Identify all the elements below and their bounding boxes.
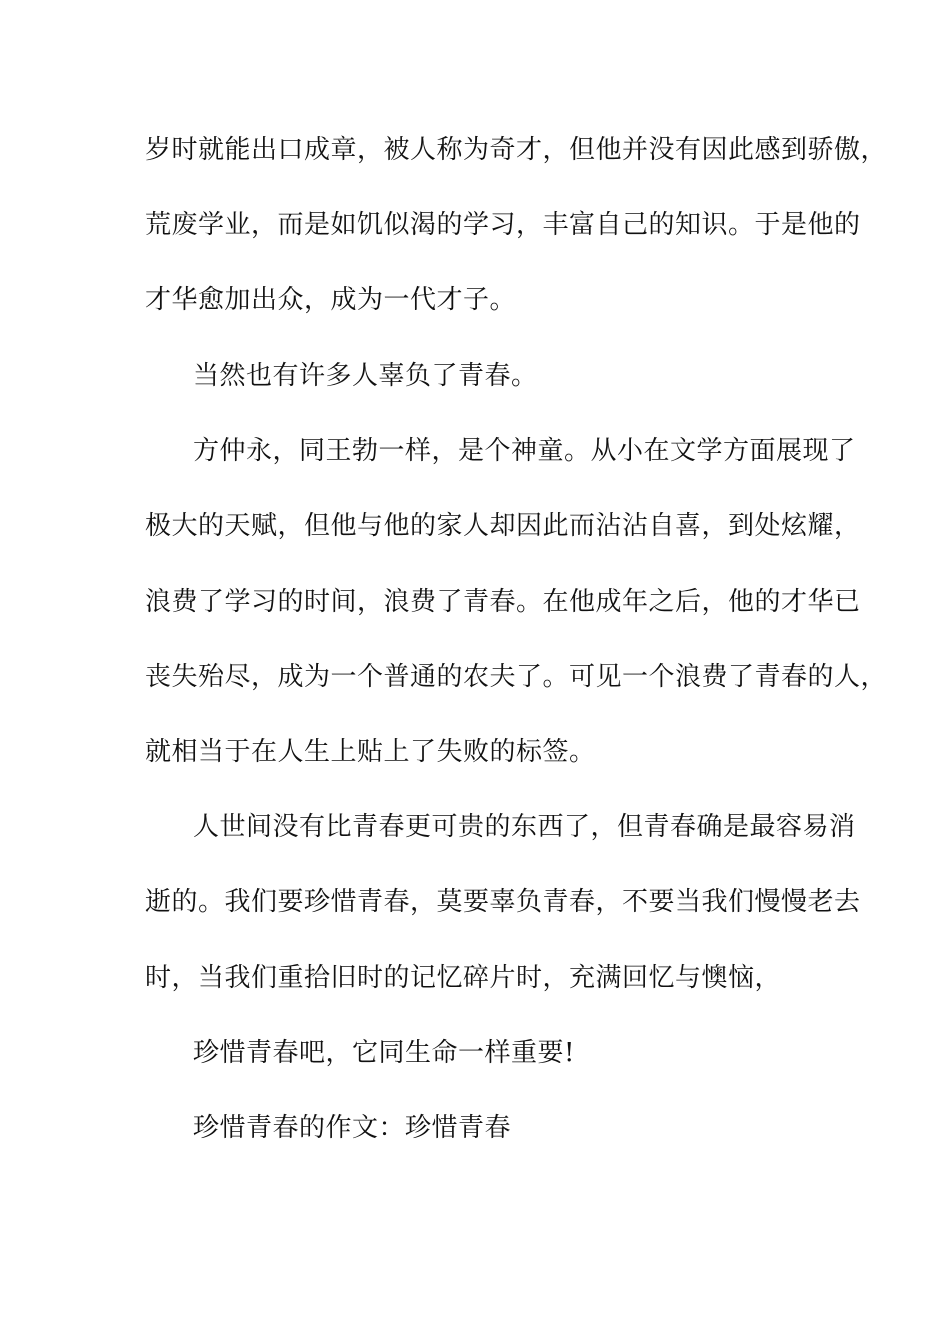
text-line: 珍惜青春吧，它同生命一样重要! <box>193 1038 575 1068</box>
text-line: 岁时就能出口成章，被人称为奇才，但他并没有因此感到骄傲， <box>145 135 888 165</box>
text-line: 人世间没有比青春更可贵的东西了，但青春确是最容易消 <box>193 812 856 842</box>
text-line: 逝的。我们要珍惜青春，莫要辜负青春，不要当我们慢慢老去 <box>145 887 861 917</box>
text-line: 方仲永，同王勃一样，是个神童。从小在文学方面展现了 <box>193 436 856 466</box>
text-line: 丧失殆尽，成为一个普通的农夫了。可见一个浪费了青春的人， <box>145 662 888 692</box>
text-line: 才华愈加出众，成为一代才子。 <box>145 285 517 315</box>
text-line: 珍惜青春的作文：珍惜青春 <box>193 1113 512 1143</box>
text-line: 就相当于在人生上贴上了失败的标签。 <box>145 737 596 767</box>
text-line: 浪费了学习的时间，浪费了青春。在他成年之后，他的才华已 <box>145 587 861 617</box>
text-line: 极大的天赋，但他与他的家人却因此而沾沾自喜，到处炫耀， <box>145 511 861 541</box>
text-line: 时，当我们重拾旧时的记忆碎片时，充满回忆与懊恼， <box>145 963 782 993</box>
text-line: 荒废学业，而是如饥似渴的学习，丰富自己的知识。于是他的 <box>145 210 861 240</box>
text-line: 当然也有许多人辜负了青春。 <box>193 361 538 391</box>
